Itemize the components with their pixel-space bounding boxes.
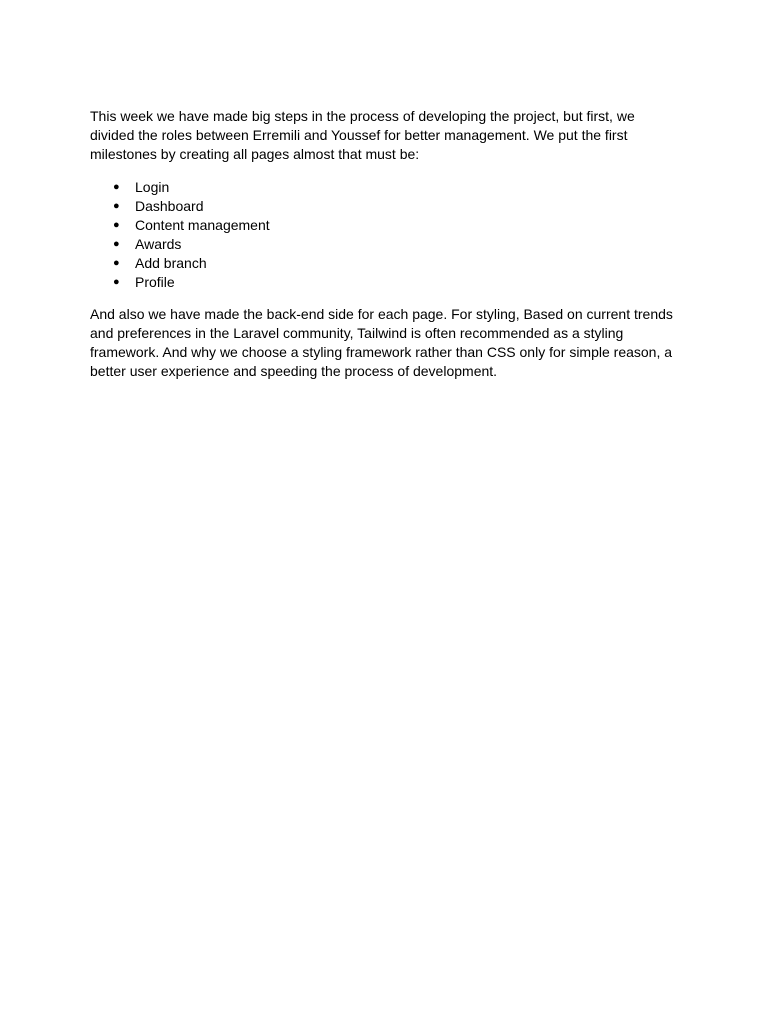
list-item (90, 235, 682, 254)
list-item (90, 273, 682, 292)
list-item-label: Dashboard (135, 198, 204, 214)
intro-paragraph: This week we have made big steps in the process of developing the project, but first, we divided the roles between Erremili and Youssef for better management. We put the first milestones by creating all pages almost that must be: (90, 108, 635, 162)
bullet-icon: ● (113, 200, 120, 212)
list-item (90, 178, 682, 197)
list-item-label: Login (135, 179, 170, 195)
bullet-icon: ● (113, 219, 120, 231)
bullet-icon: ● (113, 257, 120, 269)
document-body (90, 107, 682, 381)
bullet-icon: ● (113, 276, 120, 288)
list-item (90, 197, 682, 216)
bullet-icon: ● (113, 181, 120, 193)
list-item-label: Profile (135, 274, 175, 290)
list-item-label: Add branch (135, 255, 207, 271)
list-item-label: Content management (135, 217, 270, 233)
bullet-icon: ● (113, 238, 120, 250)
list-item (90, 216, 682, 235)
list-item (90, 254, 682, 273)
styling-paragraph: And also we have made the back-end side for each page. For styling, Based on current trends and preferences in the Laravel community, Tailwind is often recommended as a styling framework. And why we choose a styling framework rather than CSS only for simple reason, a better user experience and speeding the process of development. (90, 306, 673, 379)
pages-list (90, 178, 682, 292)
list-item-label: Awards (135, 236, 182, 252)
